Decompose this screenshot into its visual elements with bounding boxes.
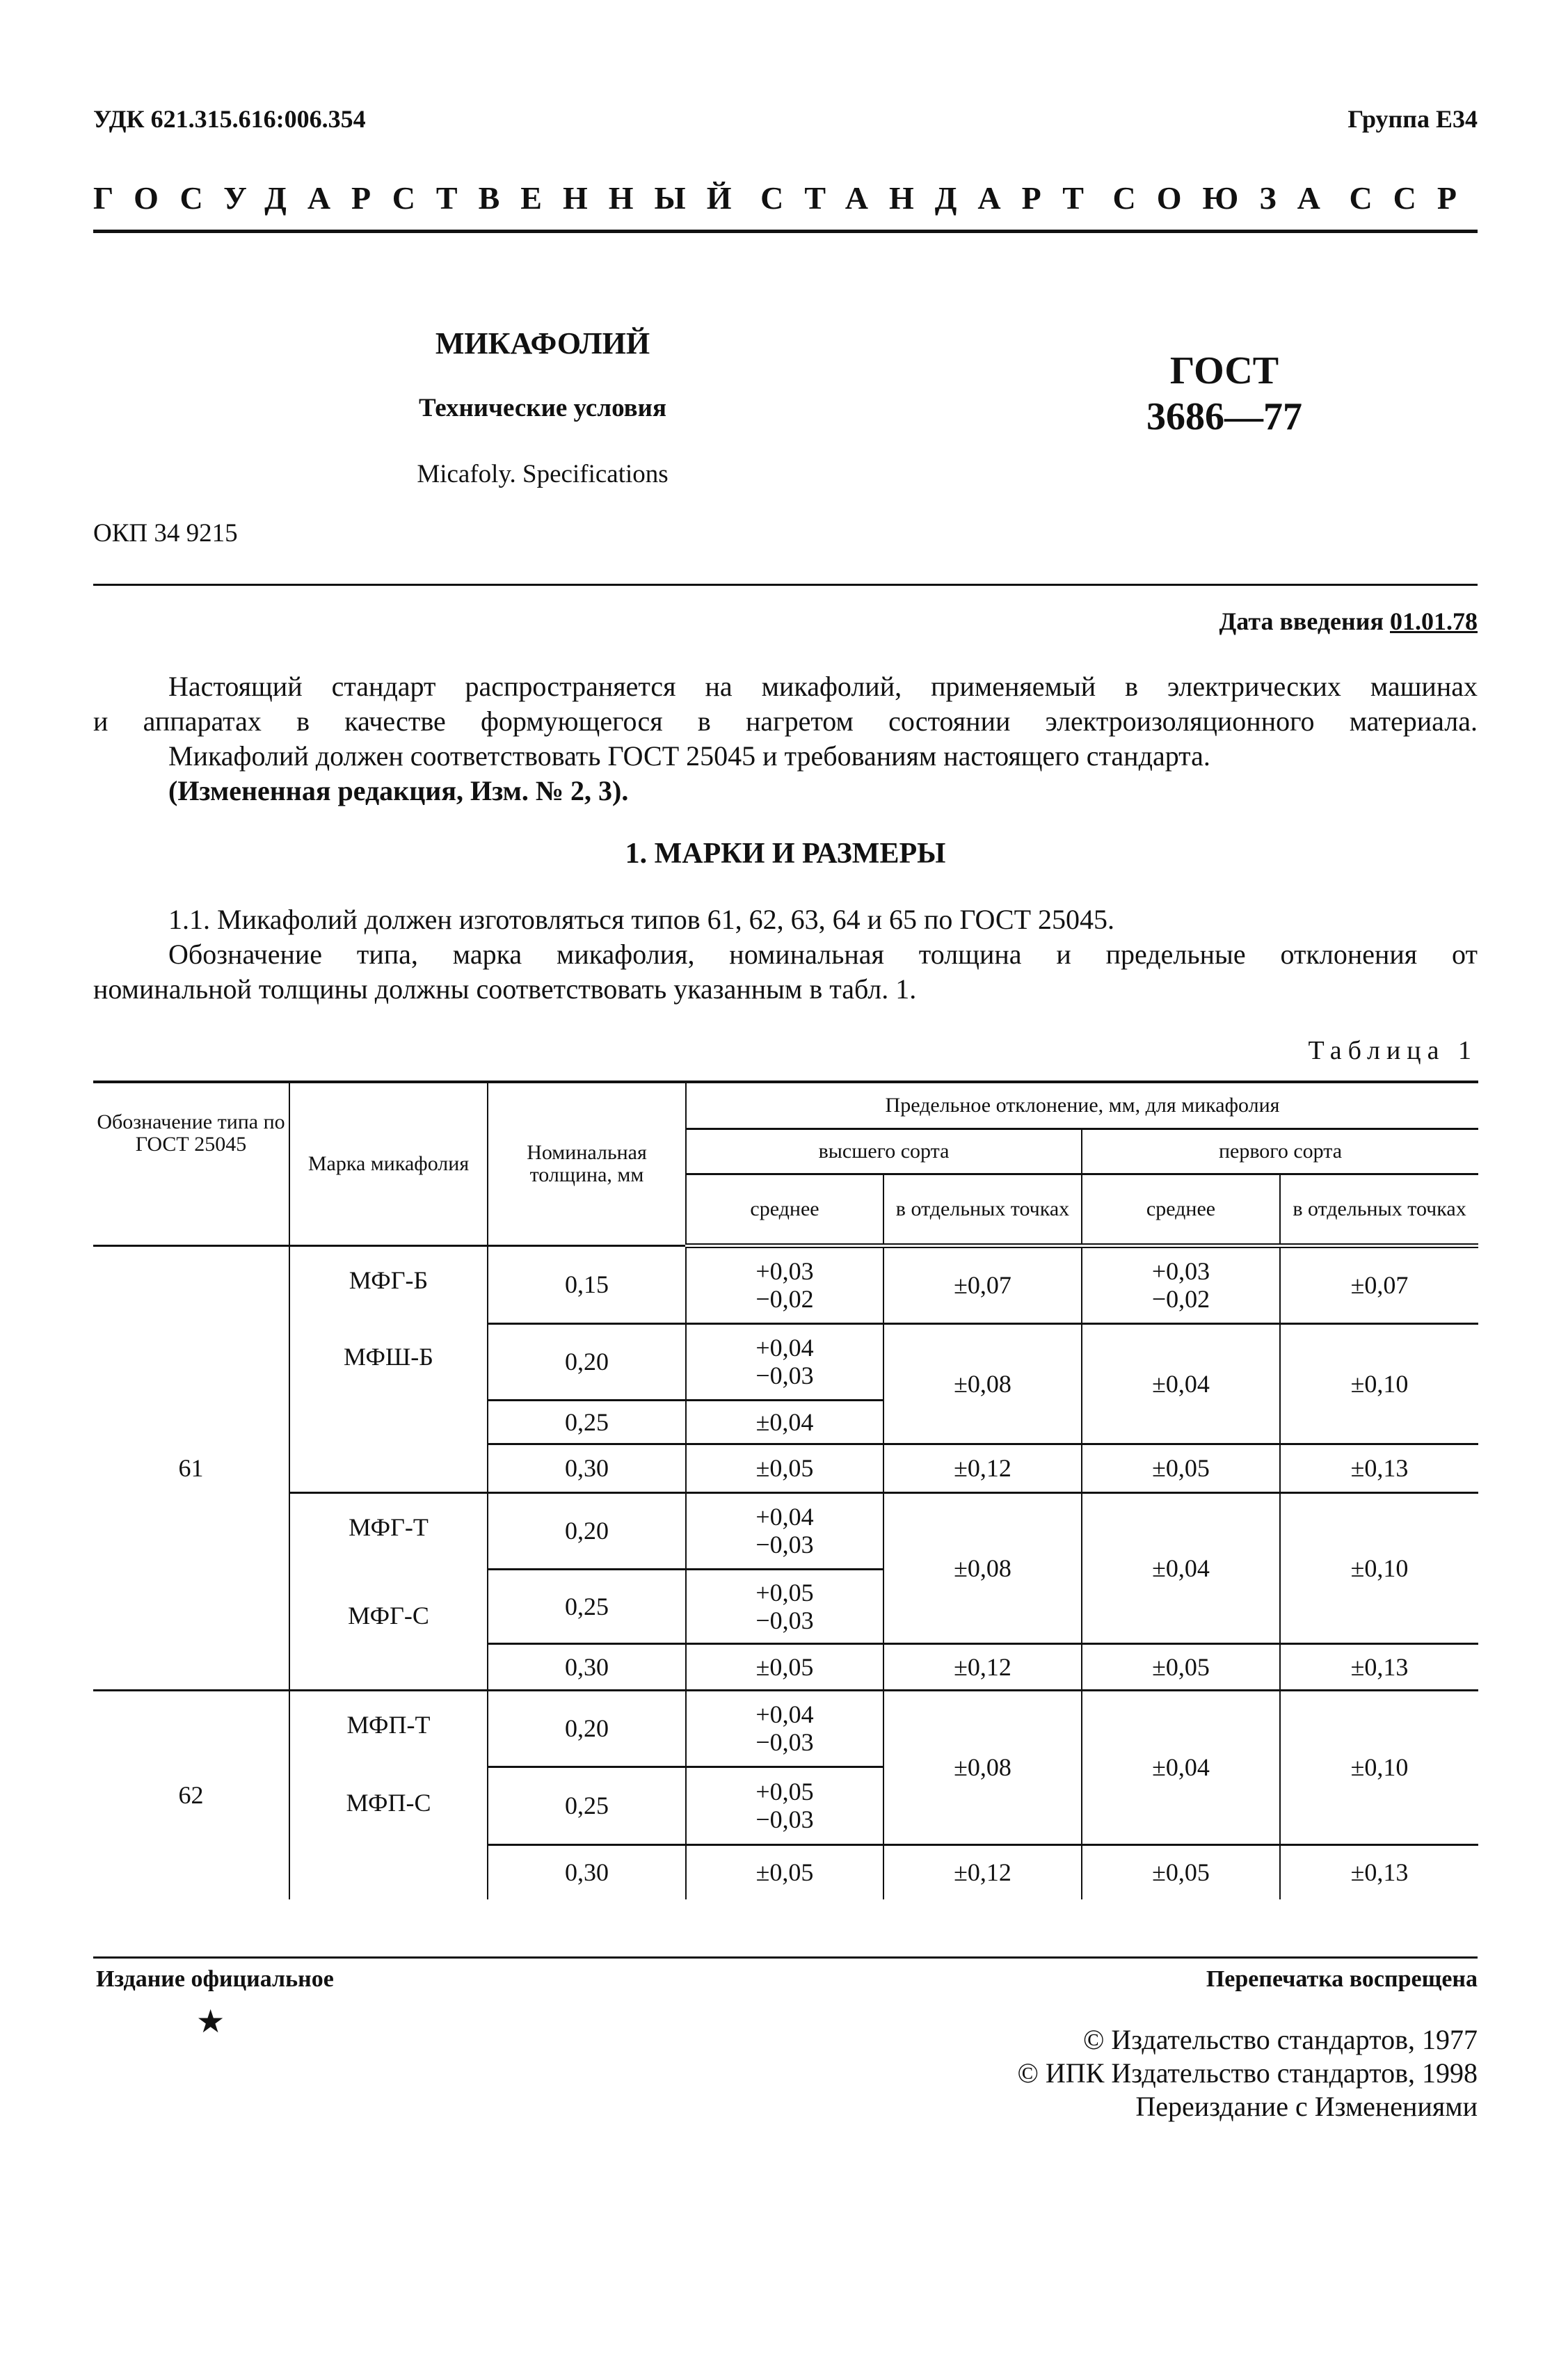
first-avg-cell: ±0,04 — [1082, 1492, 1280, 1643]
header-first-grade: первого сорта — [1082, 1129, 1478, 1174]
highest-avg-cell — [686, 1323, 883, 1400]
header-average: среднее — [1082, 1174, 1280, 1245]
type-cell: 61 — [93, 1245, 289, 1690]
reissue-note: Переиздание с Изменениями — [1135, 2091, 1478, 2122]
gost-number — [1099, 348, 1350, 440]
thickness-cell: 0,15 — [488, 1245, 686, 1323]
highest-avg-cell — [686, 1569, 883, 1643]
mark: МФП-С — [346, 1788, 431, 1817]
first-points-cell: ±0,07 — [1280, 1245, 1478, 1323]
plus-value: +0,03 — [1151, 1257, 1210, 1285]
minus-value: −0,02 — [755, 1285, 814, 1313]
mark: МФШ-Б — [344, 1342, 433, 1371]
state-standard-heading — [93, 180, 1478, 216]
okp-code: ОКП 34 9215 — [93, 519, 238, 548]
mark-cell — [289, 1492, 488, 1690]
header-points: в отдельных точках — [883, 1174, 1082, 1245]
highest-points-cell: ±0,12 — [883, 1643, 1082, 1690]
gost-code: 3686—77 — [1146, 395, 1302, 438]
mark: МФГ-Т — [349, 1513, 429, 1541]
divider — [93, 584, 1478, 586]
table-row — [93, 1690, 1478, 1767]
document-title: МИКАФОЛИЙ — [435, 326, 650, 360]
first-avg-cell: ±0,04 — [1082, 1323, 1280, 1444]
date-value: 01.01.78 — [1390, 607, 1478, 635]
thickness-cell: 0,20 — [488, 1492, 686, 1569]
first-points-cell: ±0,13 — [1280, 1844, 1478, 1899]
highest-points-cell: ±0,08 — [883, 1323, 1082, 1444]
amendment-note: (Измененная редакция, Изм. № 2, 3). — [168, 775, 629, 806]
thickness-cell: 0,25 — [488, 1767, 686, 1844]
document-subtitle: Технические условия — [419, 394, 666, 422]
english-title: Micafoly. Specifications — [417, 460, 669, 488]
table-caption: Таблица 1 — [1308, 1036, 1478, 1065]
highest-avg-cell — [686, 1690, 883, 1767]
first-avg-cell — [1082, 1245, 1280, 1323]
heading-word: СТАНДАРТ — [760, 180, 1105, 216]
paragraph: Микафолий должен соответствовать ГОСТ 25045 и требованиям настоящего стандарта. — [168, 740, 1210, 772]
mark-cell — [289, 1245, 488, 1492]
first-points-cell: ±0,10 — [1280, 1323, 1478, 1444]
section-title: 1. МАРКИ И РАЗМЕРЫ — [625, 838, 946, 870]
first-points-cell: ±0,13 — [1280, 1444, 1478, 1492]
intro-text — [93, 669, 1478, 808]
highest-points-cell: ±0,08 — [883, 1690, 1082, 1844]
reprint-prohibited: Перепечатка воспрещена — [1206, 1966, 1478, 1992]
heading-word: ССР — [1349, 180, 1478, 216]
paragraph-line: номинальной толщины должны соответствовать указанным в табл. 1. — [93, 973, 917, 1005]
header-type: Обозначение типа по ГОСТ 25045 — [93, 1082, 289, 1245]
header-deviation: Предельное отклонение, мм, для микафолия — [686, 1082, 1478, 1129]
paragraph-line: Обозначение типа, марка микафолия, номинальная толщина и предельные отклонения от — [168, 939, 1478, 970]
highest-avg-cell — [686, 1245, 883, 1323]
thickness-cell: 0,20 — [488, 1323, 686, 1400]
first-avg-cell: ±0,05 — [1082, 1844, 1280, 1899]
highest-points-cell: ±0,07 — [883, 1245, 1082, 1323]
thickness-cell: 0,30 — [488, 1643, 686, 1690]
header-average: среднее — [686, 1174, 883, 1245]
thickness-cell: 0,30 — [488, 1844, 686, 1899]
heading-word: СОЮЗА — [1112, 180, 1341, 216]
thickness-cell: 0,30 — [488, 1444, 686, 1492]
official-edition: Издание официальное — [96, 1966, 334, 1992]
mark: МФП-Т — [346, 1710, 431, 1739]
paragraph-line: Настоящий стандарт распространяется на микафолий, применяемый в электрических машинах — [168, 671, 1478, 702]
highest-avg-cell: ±0,05 — [686, 1444, 883, 1492]
plus-value: +0,05 — [755, 1778, 814, 1805]
copyright-line: © ИПК Издательство стандартов, 1998 — [1017, 2057, 1478, 2089]
highest-avg-cell — [686, 1767, 883, 1844]
plus-value: +0,04 — [755, 1503, 814, 1531]
minus-value: −0,03 — [755, 1362, 814, 1389]
plus-value: +0,04 — [755, 1700, 814, 1728]
star-icon: ★ — [196, 2004, 225, 2039]
introduction-date — [1219, 607, 1478, 636]
minus-value: −0,03 — [755, 1805, 814, 1833]
first-avg-cell: ±0,04 — [1082, 1690, 1280, 1844]
first-avg-cell: ±0,05 — [1082, 1444, 1280, 1492]
header-mark: Марка микафолия — [289, 1082, 488, 1245]
first-points-cell: ±0,10 — [1280, 1492, 1478, 1643]
divider — [93, 230, 1478, 233]
divider — [93, 1956, 1478, 1959]
table-row — [93, 1492, 1478, 1569]
highest-points-cell: ±0,08 — [883, 1492, 1082, 1643]
copyright-block — [1018, 2023, 1478, 2123]
paragraph: 1.1. Микафолий должен изготовляться типов 61, 62, 63, 64 и 65 по ГОСТ 25045. — [168, 904, 1115, 935]
highest-avg-cell: ±0,05 — [686, 1643, 883, 1690]
minus-value: −0,03 — [755, 1728, 814, 1756]
highest-avg-cell: ±0,04 — [686, 1400, 883, 1444]
date-label: Дата введения — [1219, 607, 1384, 635]
minus-value: −0,03 — [755, 1606, 814, 1634]
udk-code: УДК 621.315.616:006.354 — [93, 105, 366, 133]
first-avg-cell: ±0,05 — [1082, 1643, 1280, 1690]
mark: МФГ-С — [348, 1601, 429, 1629]
group-code: Группа Е34 — [1347, 105, 1478, 133]
mark-cell — [289, 1690, 488, 1899]
highest-avg-cell: ±0,05 — [686, 1844, 883, 1899]
paragraph-line: и аппаратах в качестве формующегося в нагретом состоянии электроизоляционного материала. — [93, 705, 1478, 737]
highest-avg-cell — [686, 1492, 883, 1569]
header-highest-grade: высшего сорта — [686, 1129, 1082, 1174]
thickness-cell: 0,20 — [488, 1690, 686, 1767]
mark: МФГ-Б — [349, 1266, 429, 1294]
table-row — [93, 1245, 1478, 1323]
section-text — [93, 902, 1478, 1007]
highest-points-cell: ±0,12 — [883, 1444, 1082, 1492]
highest-points-cell: ±0,12 — [883, 1844, 1082, 1899]
gost-label: ГОСТ — [1169, 349, 1279, 392]
copyright-line: © Издательство стандартов, 1977 — [1082, 2024, 1478, 2055]
plus-value: +0,03 — [755, 1257, 814, 1285]
first-points-cell: ±0,10 — [1280, 1690, 1478, 1844]
header-points: в отдельных точках — [1280, 1174, 1478, 1245]
thickness-cell: 0,25 — [488, 1569, 686, 1643]
data-table — [93, 1081, 1478, 1899]
minus-value: −0,02 — [1151, 1285, 1210, 1313]
type-cell: 62 — [93, 1690, 289, 1899]
plus-value: +0,04 — [755, 1334, 814, 1362]
minus-value: −0,03 — [755, 1531, 814, 1558]
first-points-cell: ±0,13 — [1280, 1643, 1478, 1690]
heading-word: ГОСУДАРСТВЕННЫЙ — [93, 180, 753, 216]
thickness-cell: 0,25 — [488, 1400, 686, 1444]
header-thickness: Номинальная толщина, мм — [488, 1082, 686, 1245]
plus-value: +0,05 — [755, 1578, 814, 1606]
